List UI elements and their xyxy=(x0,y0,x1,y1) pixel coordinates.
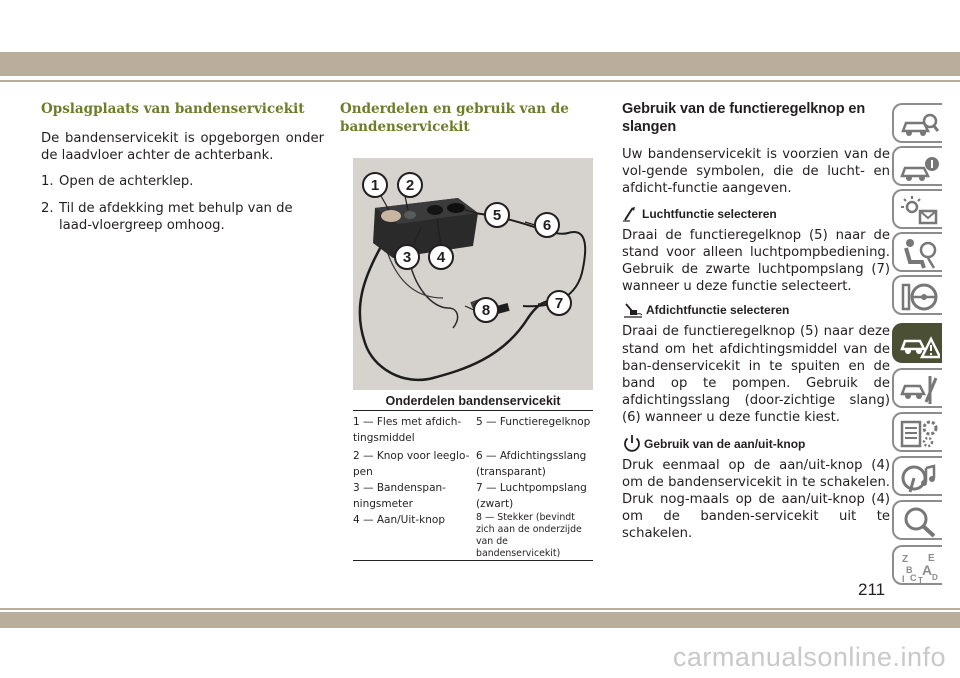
sealant-icon xyxy=(622,302,644,318)
legend-item: 7 — Luchtpompslang (zwart) xyxy=(476,482,587,510)
power-text: Druk eenmaal op de aan/uit-knop (4) om de bandenservicekit in te schakelen. Druk nog-maals op de aan/uit-knop (4) om de banden-servicekit uit te schakelen. xyxy=(622,457,890,542)
car-search-icon xyxy=(900,109,940,141)
subhead-title: Afdichtfunctie selecteren xyxy=(646,303,790,318)
airbag-seat-icon xyxy=(900,238,940,270)
service-kit-illustration xyxy=(353,158,593,390)
seal-function-subhead xyxy=(622,302,890,318)
warning-lights-icon xyxy=(900,195,940,227)
svg-text:A: A xyxy=(922,562,933,578)
legend-item: 3 — Bandenspan-ningsmeter xyxy=(353,482,446,510)
footer-band xyxy=(0,612,960,628)
tab-car-tools[interactable] xyxy=(892,368,942,408)
legend-row xyxy=(353,448,593,480)
alphabet-index-icon xyxy=(900,551,940,583)
svg-text:D: D xyxy=(932,573,938,582)
footer-rule xyxy=(0,608,960,610)
callout-2: 2 xyxy=(405,177,415,194)
callout-8: 8 xyxy=(481,302,491,319)
callout-4: 4 xyxy=(436,249,446,266)
caption-rule-bottom xyxy=(353,560,593,561)
tab-warning-lights[interactable] xyxy=(892,189,942,229)
legend-row xyxy=(353,512,593,560)
parts-legend xyxy=(353,414,593,560)
header-rule xyxy=(0,80,960,82)
subhead-title: Luchtfunctie selecteren xyxy=(642,206,777,221)
car-tools-icon xyxy=(900,374,940,406)
header-band xyxy=(0,52,960,76)
callout-6: 6 xyxy=(542,217,552,234)
components-heading: Onderdelen en gebruik van de bandenservicekit xyxy=(340,101,569,135)
air-function-subhead xyxy=(622,206,890,222)
callout-7: 7 xyxy=(554,295,564,312)
list-text: Open de achterklep. xyxy=(59,174,194,190)
svg-text:B: B xyxy=(906,565,913,575)
car-info-icon xyxy=(900,152,940,184)
legend-item: 4 — Aan/Uit-knop xyxy=(353,514,445,526)
controls-heading: Gebruik van de functieregelknop en slangen xyxy=(622,101,866,135)
seal-function-text: Draai de functieregelknop (5) naar deze stand om het afdichtingsmiddel van de ban-denservicekit in te spuiten en de band op te pompen. Gebruik de afdichtingsslang (door-zichtige slang) (6) wanneer u deze functie kiest. xyxy=(622,324,890,426)
legend-item: 2 — Knop voor leeglo-pen xyxy=(353,450,470,478)
multimedia-icon xyxy=(900,462,940,494)
components-section xyxy=(340,100,595,136)
svg-text:C: C xyxy=(910,573,917,583)
legend-item: 1 — Fles met afdich-tingsmiddel xyxy=(353,416,462,444)
legend-item: 6 — Afdichtingsslang (transparant) xyxy=(476,450,587,478)
tab-spec-list[interactable] xyxy=(892,412,942,452)
list-item xyxy=(41,200,324,234)
list-number: 1. xyxy=(41,174,54,190)
magnifier-icon xyxy=(900,506,940,538)
subhead-title: Gebruik van de aan/uit-knop xyxy=(644,436,806,451)
list-item xyxy=(41,173,324,190)
legend-item: 8 — Stekker (bevindt zich aan de onderzijde van de bandenservicekit) xyxy=(476,512,582,559)
service-kit-photo xyxy=(353,158,593,390)
tab-steering-wheel[interactable] xyxy=(892,275,942,315)
tab-car-search[interactable] xyxy=(892,103,942,143)
watermark: carmanualsonline.info xyxy=(672,642,946,672)
tab-alphabet-index[interactable] xyxy=(892,545,942,585)
list-number: 2. xyxy=(41,200,54,216)
storage-section xyxy=(41,100,324,234)
spec-list-icon xyxy=(900,418,940,450)
storage-heading: Opslagplaats van bandenservicekit xyxy=(41,101,305,117)
steering-wheel-icon xyxy=(900,281,940,313)
power-subhead xyxy=(622,434,890,452)
svg-text:I: I xyxy=(902,574,905,583)
tab-airbag-seat[interactable] xyxy=(892,232,942,272)
svg-text:E: E xyxy=(928,553,935,564)
svg-text:Z: Z xyxy=(902,554,909,565)
air-function-text: Draai de functieregelknop (5) naar de stand voor alleen luchtpompbediening. Gebruik de zwarte luchtpompslang (7) wanneer u deze functie selecteert. xyxy=(622,227,890,295)
tab-multimedia[interactable] xyxy=(892,456,942,496)
power-icon xyxy=(622,434,642,452)
callout-3: 3 xyxy=(402,249,412,266)
storage-paragraph: De bandenservicekit is opgeborgen onder de laadvloer achter de achterbank. xyxy=(41,131,324,164)
svg-text:T: T xyxy=(918,576,923,583)
page-number: 211 xyxy=(858,580,886,599)
hazard-car-icon xyxy=(900,329,940,361)
callout-1: 1 xyxy=(370,177,380,194)
legend-row xyxy=(353,414,593,446)
tab-car-info[interactable] xyxy=(892,146,942,186)
list-text: Til de afdekking met behulp van de laad-vloergreep omhoog. xyxy=(59,200,293,233)
controls-section xyxy=(622,100,890,543)
legend-item: 5 — Functieregelknop xyxy=(476,416,591,428)
air-pump-icon xyxy=(622,206,640,222)
photo-caption: Onderdelen bandenservicekit xyxy=(385,394,561,408)
caption-rule-top xyxy=(353,410,593,411)
controls-intro: Uw bandenservicekit is voorzien van de vol-gende symbolen, die de lucht- en afdicht-functie aangeven. xyxy=(622,147,890,197)
tab-magnifier[interactable] xyxy=(892,500,942,540)
tab-hazard-car[interactable] xyxy=(892,323,942,363)
legend-row xyxy=(353,480,593,512)
callout-5: 5 xyxy=(492,207,502,224)
